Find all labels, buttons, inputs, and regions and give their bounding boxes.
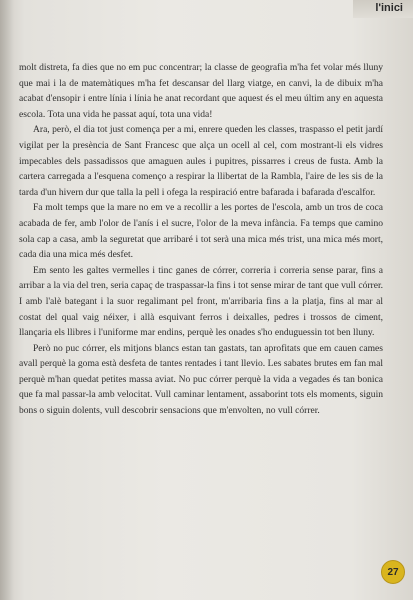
- paragraph-4: Em sento les galtes vermelles i tinc ganes de córrer, correria i correria sense parar, fins a arribar a la via del tren, seria capaç de traspassar-la fins i tot sense mirar de tant que vull córrer. I amb l'alè bategant i la suor regalimant pel front, m'arribaria fins a la platja, fins al mar al costat del qual vaig néixer, i allà esquivant ferros i deixalles, pedres i trossos de ciment, llançaria els llibres i l'uniforme mar endins, perquè les onades s'ho enduguessin tot ben lluny.: [19, 264, 383, 339]
- paragraph-1: molt distreta, fa dies que no em puc concentrar; la classe de geografia m'ha fet volar més lluny que mai i la de matemàtiques m'ha fet descansar del llarg viatge, en canvi, la de dibuix m'ha acabat d'ensopir i entre línia i línia he anat recordant que aquest és el meu últim any en aquesta escola. Tota una vida he passat aquí, tota una vida!: [19, 62, 383, 120]
- paragraph-3: Fa molt temps que la mare no em ve a recollir a les portes de l'escola, amb un tros de coca acabada de fer, amb l'olor de l'anís i el sucre, l'olor de la meva infància. Fa temps que camino sola cap a casa, amb la seguretat que arribaré i tot serà una mica més trist, una mica més mort, cada dia una mica més desfet.: [19, 202, 383, 261]
- page-number: 27: [387, 566, 399, 578]
- gutter-shadow: [0, 0, 14, 600]
- paragraph-2: Ara, però, el dia tot just comença per a mi, enrere queden les classes, traspasso el petit jardí vigilat per la presència de Sant Francesc que alça un ocell al cel, com mostrant-li els vidres impecables dels passadissos que amaguen aules i pupitres, pissarres i creus de fusta. Amb la cartera carregada a l'esquena començo a respirar la llibertat de la Rambla, l'aire de les sis de la tarda d'un hivern dur que talla la pell i ofega la respiració entre bafarada i bafarada d'escalfor.: [19, 124, 383, 198]
- body-text: [19, 60, 383, 419]
- chapter-label: l'inici: [375, 2, 403, 14]
- paragraph-5: Però no puc córrer, els mitjons blancs estan tan gastats, tan aprofitats que em cauen cames avall perquè la goma està desfeta de tantes rentades i tant llevio. Les sabates brutes em fan mal perquè m'han quedat petites massa aviat. No puc córrer perquè la vida a vegades és tan bonica que fa mal passar-la amb velocitat. Vull caminar lentament, assaborint tots els moments, siguin bons o siguin dolents, vull descobrir sensacions que m'envolten, no vull córrer.: [19, 342, 383, 417]
- page-number-badge: [381, 560, 405, 584]
